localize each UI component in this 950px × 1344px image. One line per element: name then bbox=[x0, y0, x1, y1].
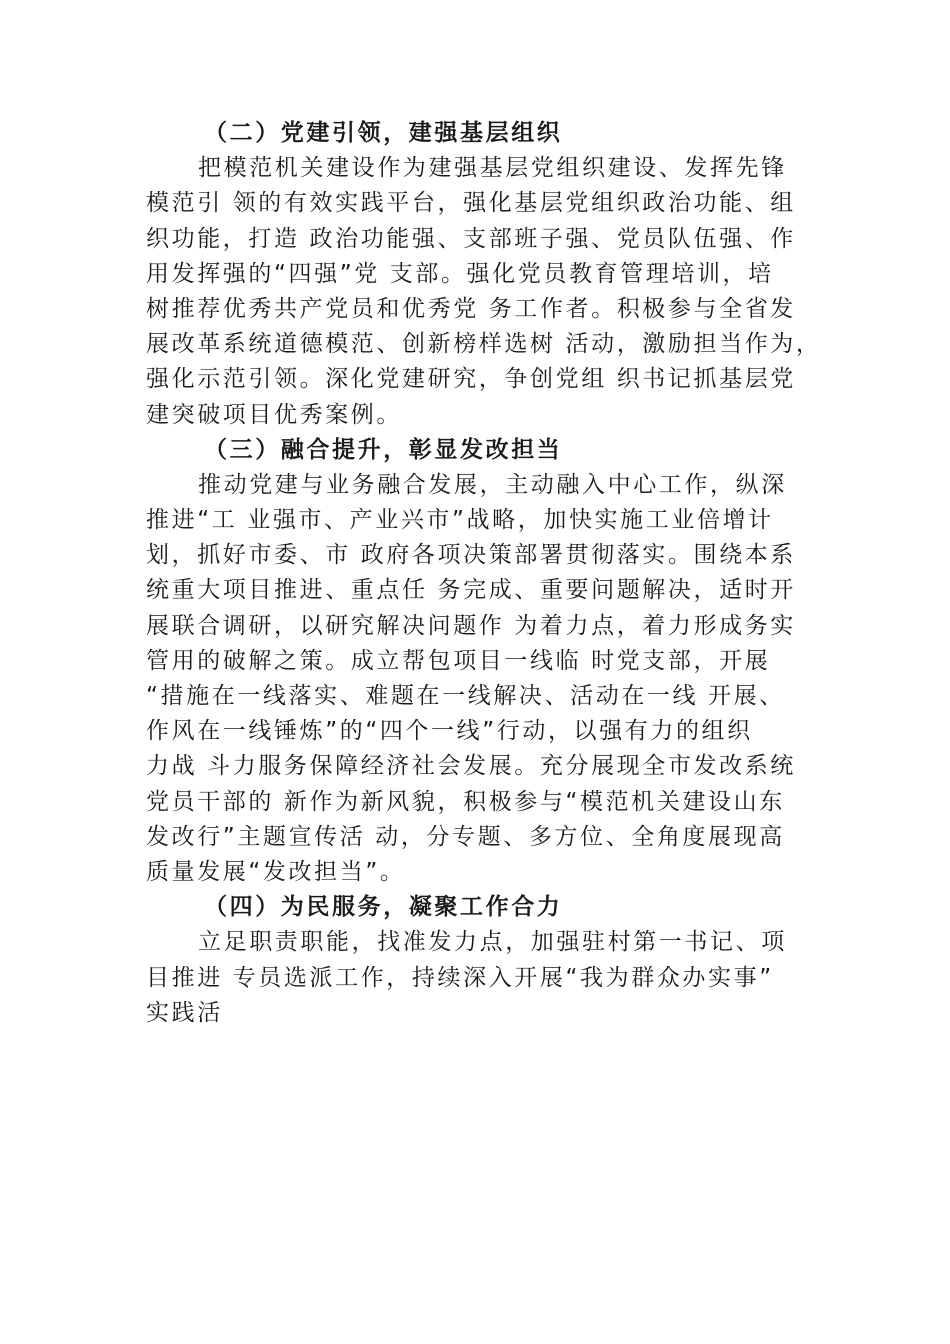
paragraph-line: 管用的破解之策。成立帮包项目一线临 时党支部，开展 bbox=[146, 647, 771, 674]
paragraph-line: 展改革系统道德模范、创新榜样选树 活动，激励担当作为， bbox=[146, 331, 822, 358]
paragraph-line: 质量发展“发改担当”。 bbox=[146, 858, 406, 885]
paragraph-line: 织功能，打造 政治功能强、支部班子强、党员队伍强、作 bbox=[146, 225, 796, 252]
paragraph-line: 发改行”主题宣传活 动，分专题、多方位、全角度展现高 bbox=[146, 823, 785, 850]
paragraph-line: 模范引 领的有效实践平台，强化基层党组织政治功能、组 bbox=[146, 190, 796, 217]
paragraph-line: 实践活 bbox=[146, 999, 223, 1026]
section-heading: （四）为民服务，凝聚工作合力 bbox=[204, 894, 563, 921]
section-heading: （三）融合提升，彰显发改担当 bbox=[204, 436, 563, 463]
paragraph-line: 立足职责职能，找准发力点，加强驻村第一书记、项 bbox=[198, 929, 787, 956]
paragraph-line: 强化示范引领。深化党建研究，争创党组 织书记抓基层党 bbox=[146, 366, 796, 393]
section-heading: （二）党建引领，建强基层组织 bbox=[204, 120, 563, 146]
paragraph-line: 力战 斗力服务保障经济社会发展。充分展现全市发改系统 bbox=[146, 753, 796, 780]
paragraph-line: 党员干部的 新作为新风貌，积极参与“模范机关建设山东 bbox=[146, 788, 785, 815]
paragraph-line: 推进“工 业强市、产业兴市”战略，加快实施工业倍增计 bbox=[146, 507, 774, 534]
paragraph-line: 把模范机关建设作为建强基层党组织建设、发挥先锋 bbox=[198, 155, 787, 182]
paragraph-line: “措施在一线落实、难题在一线解决、活动在一线 开展、 bbox=[146, 683, 785, 709]
paragraph-line: 目推进 专员选派工作，持续深入开展“我为群众办实事” bbox=[146, 964, 774, 991]
paragraph-line: 建突破项目优秀案例。 bbox=[146, 401, 402, 428]
paragraph-line: 推动党建与业务融合发展，主动融入中心工作，纵深 bbox=[198, 471, 787, 498]
paragraph-line: 划，抓好市委、市 政府各项决策部署贯彻落实。围绕本系 bbox=[146, 542, 796, 569]
paragraph-line: 展联合调研，以研究解决问题作 为着力点，着力形成务实 bbox=[146, 612, 796, 639]
paragraph-line: 统重大项目推进、重点任 务完成、重要问题解决，适时开 bbox=[146, 577, 796, 604]
paragraph-line: 作风在一线锤炼”的“四个一线”行动，以强有力的组织 bbox=[146, 718, 753, 745]
paragraph-line: 树推荐优秀共产党员和优秀党 务工作者。积极参与全省发 bbox=[146, 295, 796, 322]
paragraph-line: 用发挥强的“四强”党 支部。强化党员教育管理培训，培 bbox=[146, 260, 774, 287]
document-body bbox=[146, 116, 822, 1031]
